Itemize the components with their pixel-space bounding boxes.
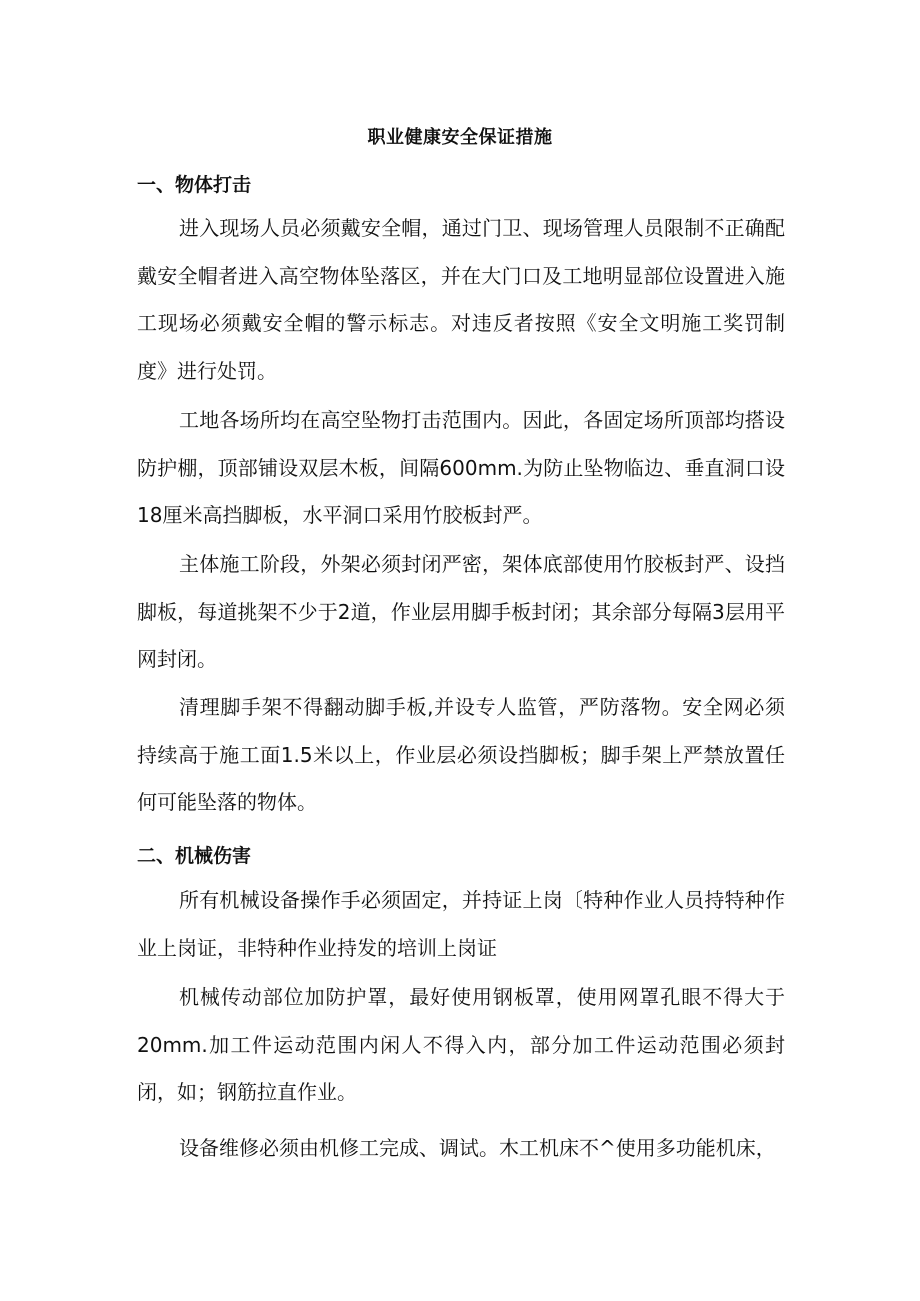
paragraph: 设备维修必须由机修工完成、调试。木工机床不^使用多功能机床，: [179, 1136, 776, 1160]
paragraph: 主体施工阶段，外架必须封闭严密，架体底部使用竹胶板封严、设挡脚板，每道挑架不少于2道，作业层用脚手板封闭；其余部分每隔3层用平网封闭。: [137, 552, 785, 671]
section-heading-object-strike: 一、物体打击: [137, 174, 252, 196]
section-heading-mechanical-injury: 二、机械伤害: [137, 845, 252, 867]
paragraph: 所有机械设备操作手必须固定，并持证上岗〔特种作业人员持特种作业上岗证，非特种作业持发的培训上岗证: [137, 888, 785, 960]
paragraph: 清理脚手架不得翻动脚手板,并设专人监管，严防落物。安全网必须持续高于施工面1.5米以上，作业层必须设挡脚板；脚手架上严禁放置任何可能坠落的物体。: [137, 695, 785, 814]
paragraph: 工地各场所均在高空坠物打击范围内。因此，各固定场所顶部均搭设防护棚，顶部铺设双层木板，间隔600mm.为防止坠物临边、垂直洞口设18厘米高挡脚板，水平洞口采用竹胶板封严。: [137, 408, 785, 527]
paragraph: 机械传动部位加防护罩，最好使用钢板罩，使用网罩孔眼不得大于20mm.加工件运动范围内闲人不得入内，部分加工件运动范围必须封闭，如；钢筋拉直作业。: [137, 985, 785, 1104]
page-title: 职业健康安全保证措施: [367, 127, 553, 148]
paragraph: 进入现场人员必须戴安全帽，通过门卫、现场管理人员限制不正确配戴安全帽者进入高空物体坠落区，并在大门口及工地明显部位设置进入施工现场必须戴安全帽的警示标志。对违反者按照《安全文明施工奖罚制度》进行处罚。: [137, 216, 785, 383]
